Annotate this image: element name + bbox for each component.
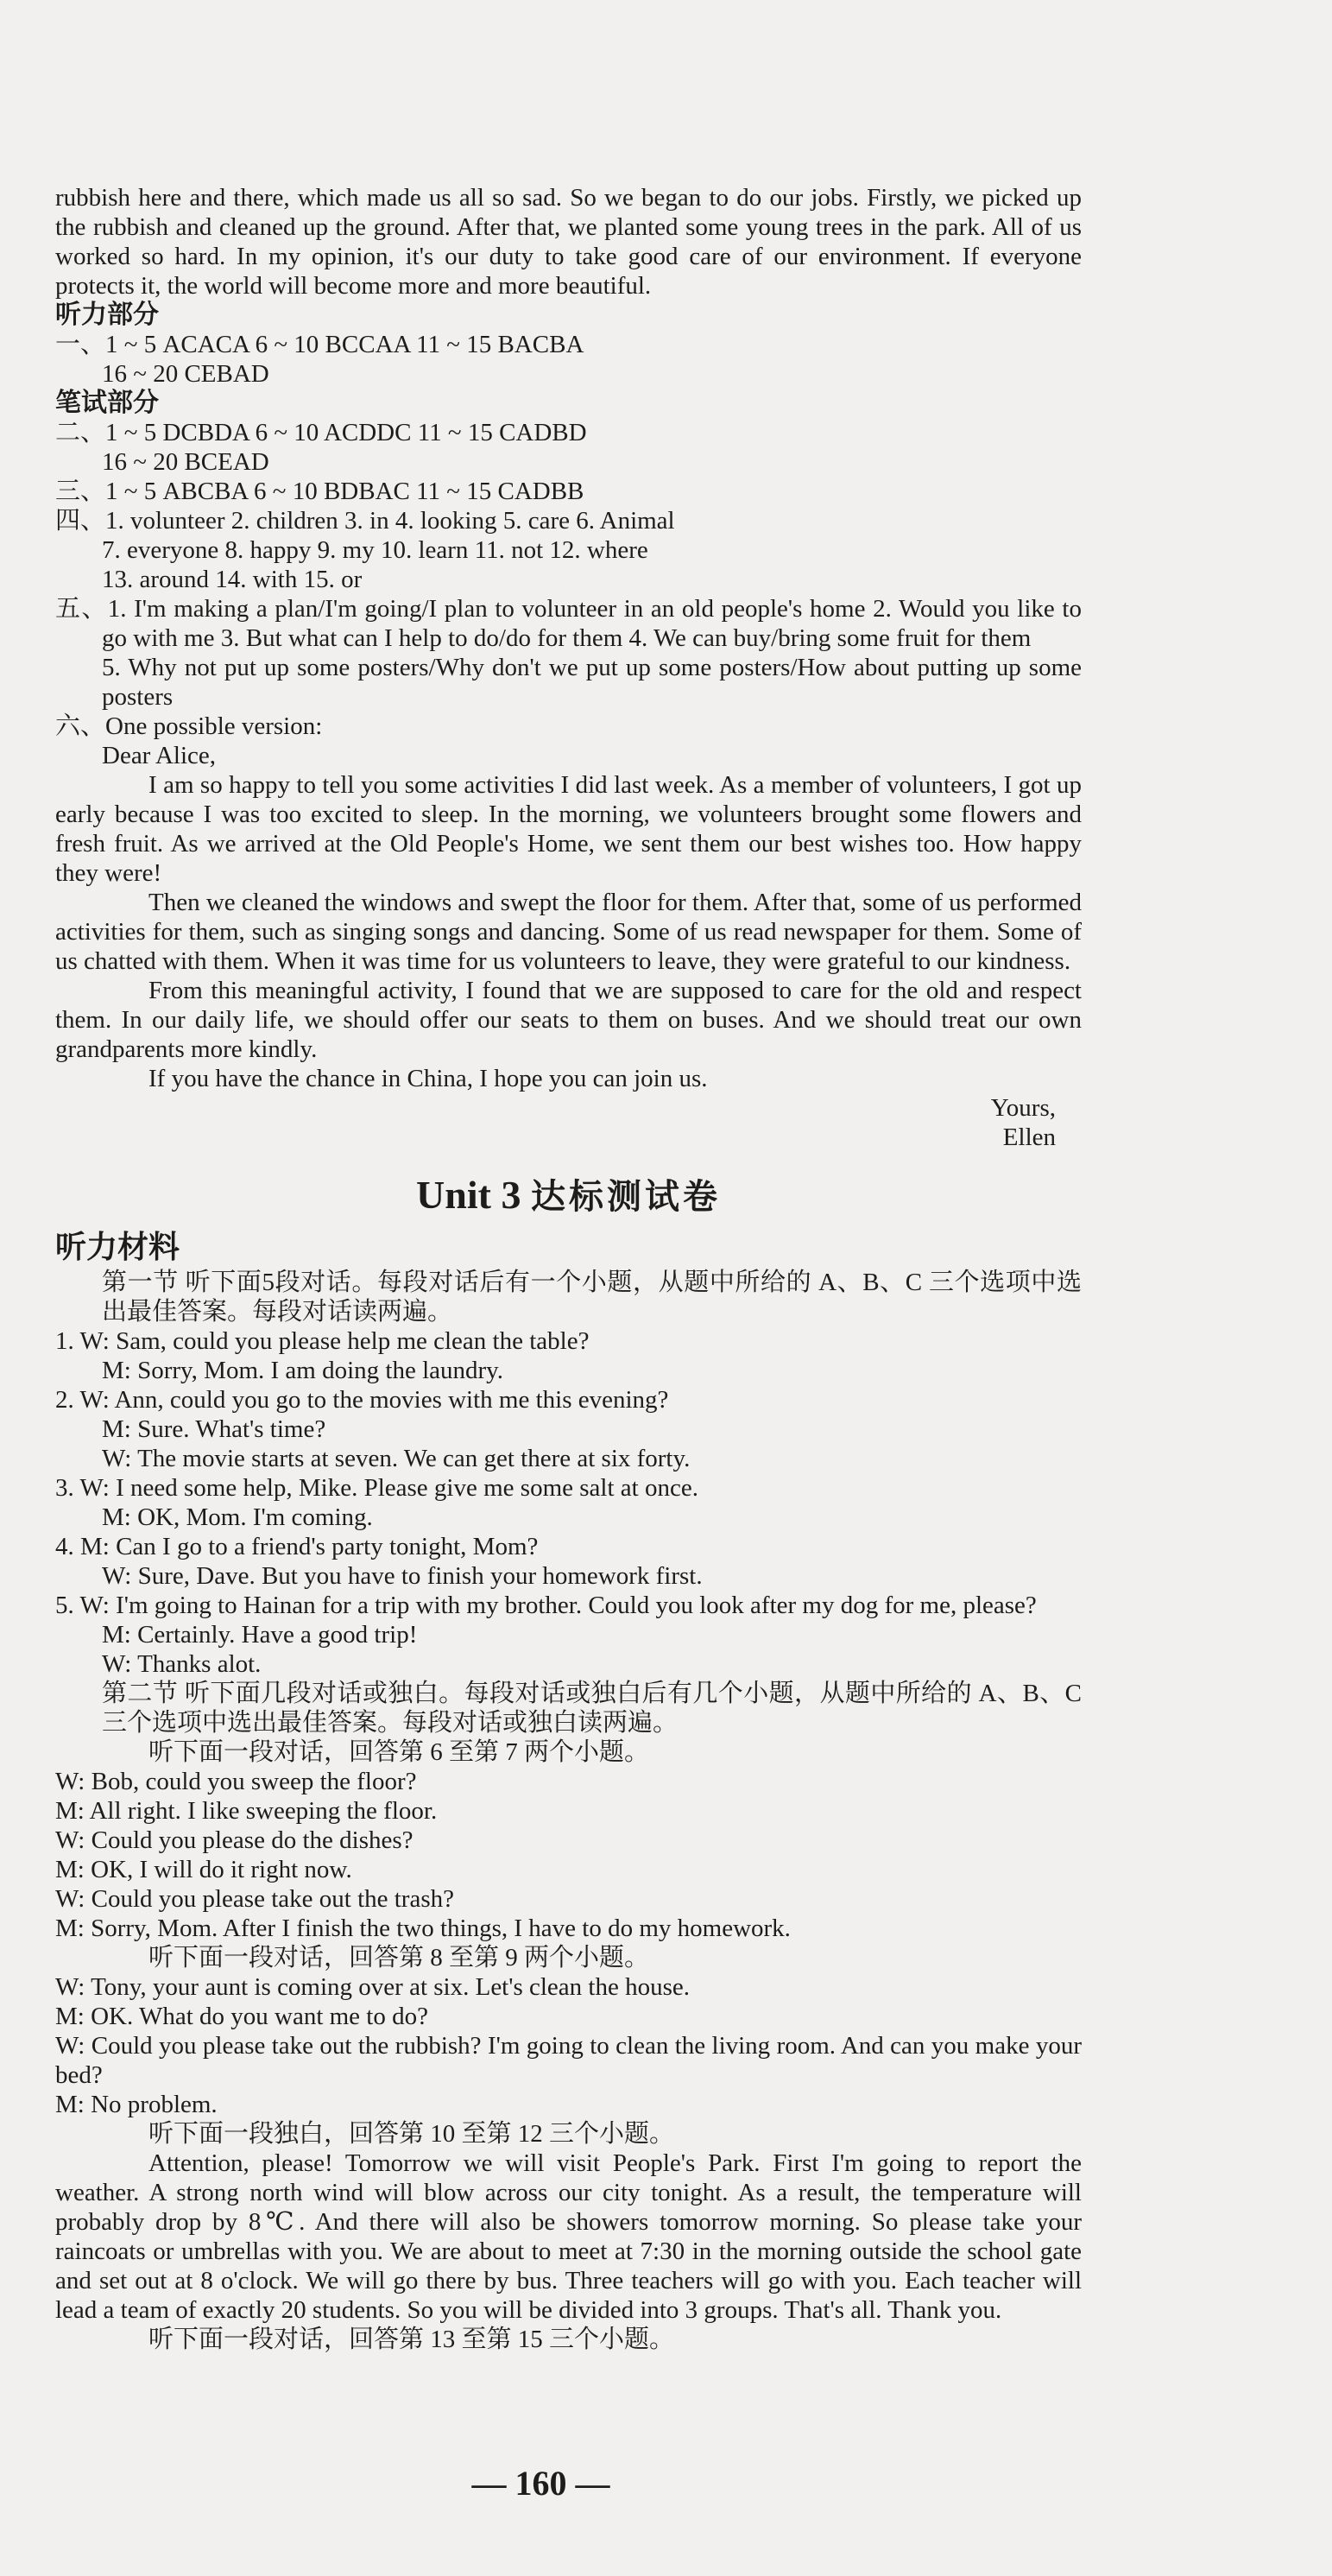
dialogue-line: 2. W: Ann, could you go to the movies with me this evening? xyxy=(55,1386,669,1414)
q8-9-instruction: 听下面一段对话，回答第 8 至第 9 两个小题。 xyxy=(148,1944,650,1972)
dialogue-line: M: No problem. xyxy=(55,2091,218,2118)
dialogue-line: 3. W: I need some help, Mike. Please give me some salt at once. xyxy=(55,1474,698,1502)
letter-paragraph-4: If you have the chance in China, I hope you can join us. xyxy=(148,1065,708,1092)
q6-7-instruction: 听下面一段对话，回答第 6 至第 7 两个小题。 xyxy=(148,1738,650,1766)
dialogue-line: 4. M: Can I go to a friend's party tonight, Mom? xyxy=(55,1533,539,1560)
dialogue-line: 1. W: Sam, could you please help me clean the table? xyxy=(55,1327,590,1355)
unit-title xyxy=(55,1171,1082,1221)
part4-answer-line-3: 13. around 14. with 15. or xyxy=(102,566,363,593)
letter-paragraph-3: From this meaningful activity, I found that we are supposed to care for the old and respect them. In our daily life, we should offer our seats to them on buses. And we should treat our own grandparents more kindly. xyxy=(55,977,1082,1063)
part4-answer-line-1: 四、1. volunteer 2. children 3. in 4. looking 5. care 6. Animal xyxy=(55,507,675,535)
unit-title-prefix: Unit 3 xyxy=(416,1173,521,1217)
unit-title-suffix: 达标测试卷 xyxy=(530,1177,721,1217)
q13-15-instruction: 听下面一段对话，回答第 13 至第 15 三个小题。 xyxy=(148,2326,675,2353)
dialogue-line: M: OK. What do you want me to do? xyxy=(55,2003,428,2030)
section1-instruction: 第一节 听下面5段对话。每段对话后有一个小题，从题中所给的 A、B、C 三个选项中选出最佳答案。每段对话读两遍。 xyxy=(102,1269,1082,1326)
part4-answer-line-2: 7. everyone 8. happy 9. my 10. learn 11. not 12. where xyxy=(102,536,648,564)
dialogue-line: W: Thanks alot. xyxy=(102,1650,262,1678)
q10-12-monologue: Attention, please! Tomorrow we will visit People's Park. First I'm going to report the weather. A strong north wind will blow across our city tonight. As a result, the temperature will probably drop by 8℃. And there will also be showers tomorrow morning. So please take your raincoats or umbrellas with you. We are about to meet at 7:30 in the morning outside the school gate and set out at 8 o'clock. We will go there by bus. Three teachers will go with you. Each teacher will lead a team of exactly 20 students. So you will be divided into 3 groups. That's all. Thank you. xyxy=(55,2149,1082,2324)
dialogue-line: M: Sorry, Mom. After I finish the two things, I have to do my homework. xyxy=(55,1915,791,1942)
written-heading: 笔试部分 xyxy=(55,388,159,418)
letter-greeting: Dear Alice, xyxy=(102,742,217,769)
dialogue-line: M: Certainly. Have a good trip! xyxy=(102,1621,418,1649)
listening-answer-line-1: 一、1 ~ 5 ACACA 6 ~ 10 BCCAA 11 ~ 15 BACBA xyxy=(55,331,584,358)
dialogue-line: M: OK, I will do it right now. xyxy=(55,1856,352,1883)
dialogue-line: W: Could you please take out the trash? xyxy=(55,1885,454,1913)
dialogue-line: W: Could you please take out the rubbish? I'm going to clean the living room. And can you make your bed? xyxy=(55,2032,1082,2089)
page-number: — 160 — xyxy=(471,2464,610,2503)
listening-heading: 听力部分 xyxy=(55,300,159,330)
letter-paragraph-2: Then we cleaned the windows and swept the floor for them. After that, some of us performed activities for them, such as singing songs and dancing. Some of us read newspaper for them. Some of us chatted with them. When it was time for us volunteers to leave, they were grateful to our kindness. xyxy=(55,889,1082,975)
part6-label: 六、One possible version: xyxy=(55,712,323,740)
dialogue-line: M: Sorry, Mom. I am doing the laundry. xyxy=(102,1357,504,1384)
dialogue-line: M: Sure. What's time? xyxy=(102,1415,326,1443)
dialogue-line: 5. W: I'm going to Hainan for a trip with my brother. Could you look after my dog for me, please? xyxy=(55,1592,1037,1619)
intro-paragraph: rubbish here and there, which made us all so sad. So we began to do our jobs. Firstly, we picked up the rubbish and cleaned up the ground. After that, we planted some young trees in the park. All of us worked so hard. In my opinion, it's our duty to take good care of our environment. If everyone protects it, the world will become more and more beautiful. xyxy=(55,184,1082,300)
dialogue-line: W: The movie starts at seven. We can get there at six forty. xyxy=(102,1445,691,1472)
letter-paragraph-1: I am so happy to tell you some activities I did last week. As a member of volunteers, I got up early because I was too excited to sleep. In the morning, we volunteers brought some flowers and fresh fruit. As we arrived at the Old People's Home, we sent them our best wishes too. How happy they were! xyxy=(55,771,1082,887)
letter-closing: Yours, xyxy=(990,1094,1056,1122)
part3-answer-line-1: 三、1 ~ 5 ABCBA 6 ~ 10 BDBAC 11 ~ 15 CADBB xyxy=(55,478,584,505)
dialogue-line: W: Tony, your aunt is coming over at six. Let's clean the house. xyxy=(55,1973,691,2001)
q10-12-instruction: 听下面一段独白，回答第 10 至第 12 三个小题。 xyxy=(148,2120,675,2148)
dialogue-line: W: Bob, could you sweep the floor? xyxy=(55,1768,417,1795)
dialogue-line: W: Could you please do the dishes? xyxy=(55,1826,413,1854)
dialogue-line: M: OK, Mom. I'm coming. xyxy=(102,1503,373,1531)
material-heading: 听力材料 xyxy=(55,1230,180,1265)
part2-answer-line-1: 二、1 ~ 5 DCBDA 6 ~ 10 ACDDC 11 ~ 15 CADBD xyxy=(55,419,587,446)
dialogue-line: M: All right. I like sweeping the floor. xyxy=(55,1797,438,1825)
part2-answer-line-2: 16 ~ 20 BCEAD xyxy=(102,448,269,476)
part5-answer-1-4: 五、1. I'm making a plan/I'm going/I plan to volunteer in an old people's home 2. Would you like to go with me 3. But what can I help to do/do for them 4. We can buy/bring some fruit for them xyxy=(55,595,1082,652)
section2-instruction: 第二节 听下面几段对话或独白。每段对话或独白后有几个小题，从题中所给的 A、B、C 三个选项中选出最佳答案。每段对话或独白读两遍。 xyxy=(102,1680,1082,1737)
listening-answer-line-2: 16 ~ 20 CEBAD xyxy=(102,360,269,388)
part5-answer-5: 5. Why not put up some posters/Why don't we put up some posters/How about putting up some posters xyxy=(102,654,1082,711)
dialogue-line: W: Sure, Dave. But you have to finish your homework first. xyxy=(102,1562,703,1590)
letter-signature: Ellen xyxy=(1002,1123,1056,1151)
